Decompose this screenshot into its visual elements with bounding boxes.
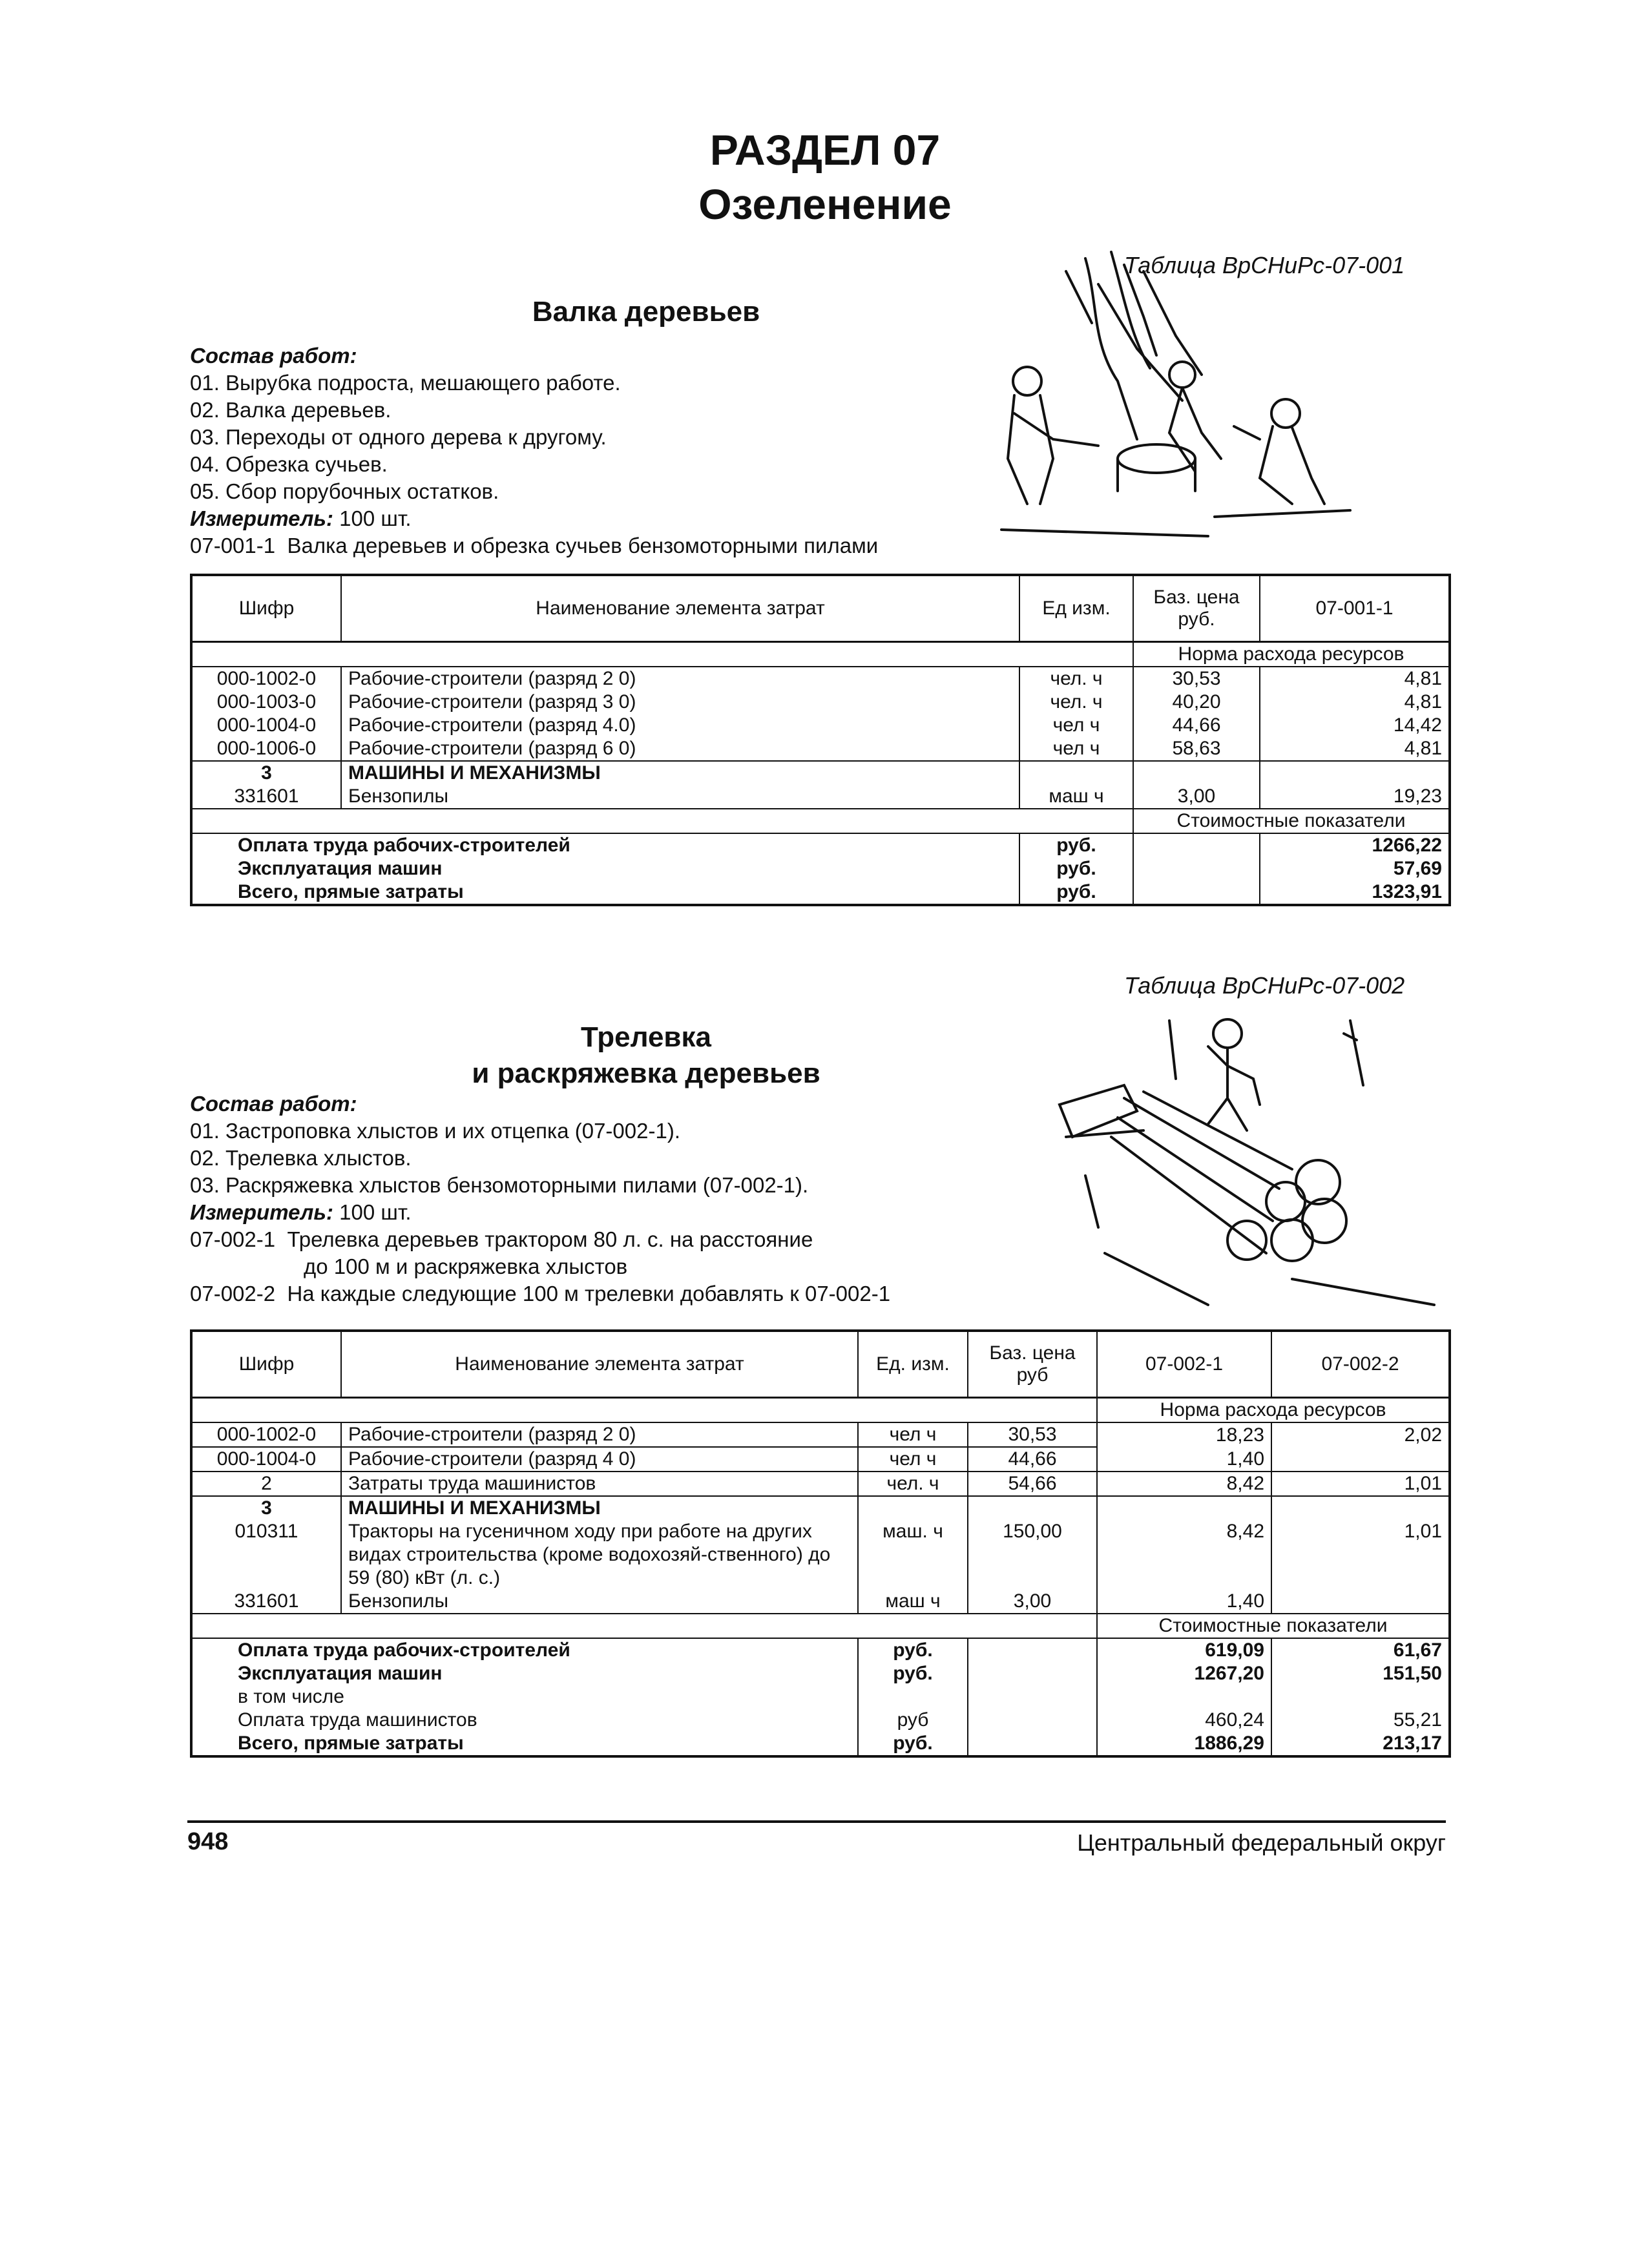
item-line-cont: до 100 м и раскряжевка хлыстов <box>304 1254 628 1278</box>
machines-group-label: МАШИНЫ И МЕХАНИЗМЫ <box>341 1496 858 1520</box>
table-row <box>191 1447 1450 1472</box>
col-unit: Ед. изм. <box>858 1331 968 1398</box>
cost-caption: Стоимостные показатели <box>1097 1614 1450 1638</box>
cost-value: 213,17 <box>1271 1732 1450 1756</box>
cell-price: 44,66 <box>1133 714 1260 737</box>
estimate-table-07-002 <box>190 1329 1451 1758</box>
cost-unit: руб. <box>858 1662 968 1685</box>
cell-name: Рабочие-строители (разряд 6 0) <box>341 737 1019 761</box>
table-row <box>191 691 1450 714</box>
composition-label: Состав работ: <box>190 1092 357 1116</box>
cost-name: Эксплуатация машин <box>191 1662 858 1685</box>
lumberjacks-illustration <box>988 245 1376 556</box>
item-code: 07-002-1 <box>190 1227 276 1251</box>
col-item-1: 07-002-1 <box>1097 1331 1271 1398</box>
cell-value: 1,01 <box>1271 1520 1450 1590</box>
item-line <box>190 532 878 559</box>
table-row <box>191 1472 1450 1496</box>
cost-value <box>1097 1685 1271 1709</box>
cost-name: в том числе <box>191 1685 858 1709</box>
cost-value: 1267,20 <box>1097 1662 1271 1685</box>
table-row <box>191 857 1450 880</box>
cell-value: 14,42 <box>1260 714 1450 737</box>
col-name: Наименование элемента затрат <box>341 1331 858 1398</box>
cost-name: Эксплуатация машин <box>191 857 1019 880</box>
table-row <box>191 1520 1450 1590</box>
col-name: Наименование элемента затрат <box>341 575 1019 642</box>
cell-name: Рабочие-строители (разряд 2 0) <box>341 667 1019 691</box>
table1-composition <box>190 342 878 559</box>
table-ref-1: Таблица ВрСНиРс-07-001 <box>1124 252 1405 278</box>
cell-unit: маш. ч <box>858 1520 968 1590</box>
cost-name: Всего, прямые затраты <box>191 1732 858 1756</box>
work-step: 01. Застроповка хлыстов и их отцепка (07-002-1). <box>190 1119 680 1143</box>
norm-spacer <box>191 1398 1097 1423</box>
cost-value: 619,09 <box>1097 1638 1271 1662</box>
cell-unit: чел. ч <box>1019 667 1133 691</box>
item-text: Трелевка деревьев трактором 80 л. с. на расстояние <box>287 1227 813 1251</box>
cost-caption: Стоимостные показатели <box>1133 809 1450 833</box>
cell-unit: чел ч <box>1019 714 1133 737</box>
cell-code: 000-1006-0 <box>191 737 341 761</box>
cell-code: 000-1002-0 <box>191 1422 341 1447</box>
composition-label: Состав работ: <box>190 344 357 368</box>
cell-unit: чел ч <box>858 1422 968 1447</box>
cell-value: 4,81 <box>1260 737 1450 761</box>
cell-name: Бензопилы <box>341 785 1019 809</box>
tractor-logs-illustration <box>1047 1008 1447 1318</box>
table-row <box>191 761 1450 785</box>
table-row <box>191 1662 1450 1685</box>
cell-code: 000-1002-0 <box>191 667 341 691</box>
cell-value: 8,42 <box>1097 1520 1271 1590</box>
heading-line: Трелевка <box>581 1021 711 1053</box>
item-code: 07-001-1 <box>190 534 276 557</box>
table2-heading <box>362 1019 930 1092</box>
cost-name: Оплата труда машинистов <box>191 1709 858 1732</box>
cost-value: 151,50 <box>1271 1662 1450 1685</box>
table-row <box>191 737 1450 761</box>
meter-value: 100 шт. <box>339 506 412 530</box>
cell-value: 19,23 <box>1260 785 1450 809</box>
table-row <box>191 1709 1450 1732</box>
table-row <box>191 1732 1450 1756</box>
table-row <box>191 785 1450 809</box>
work-step: 03. Раскряжевка хлыстов бензомоторными пилами (07-002-1). <box>190 1173 809 1197</box>
cost-unit: руб. <box>858 1638 968 1662</box>
table-row <box>191 880 1450 905</box>
table-row <box>191 833 1450 857</box>
cell-value: 4,81 <box>1260 691 1450 714</box>
cost-unit: руб. <box>1019 880 1133 905</box>
col-code: Шифр <box>191 1331 341 1398</box>
col-item-2: 07-002-2 <box>1271 1331 1450 1398</box>
item-line <box>190 1226 890 1253</box>
cell-price: 30,53 <box>968 1422 1097 1447</box>
work-step: 03. Переходы от одного дерева к другому. <box>190 425 607 449</box>
cell-code: 331601 <box>191 785 341 809</box>
cost-unit <box>858 1685 968 1709</box>
cell-price: 44,66 <box>968 1447 1097 1472</box>
work-step: 02. Валка деревьев. <box>190 398 392 422</box>
item-text: На каждые следующие 100 м трелевки добавлять к 07-002-1 <box>287 1282 891 1306</box>
cell-unit: маш ч <box>858 1590 968 1614</box>
table-row <box>191 667 1450 691</box>
footer-rule <box>187 1820 1446 1823</box>
cell-code: 3 <box>191 761 341 785</box>
footer-district: Центральный федеральный округ <box>1077 1829 1446 1856</box>
cell-name: Тракторы на гусеничном ходу при работе на других видах строительства (кроме водохозяй-ственного) до 59 (80) кВт (л. с.) <box>341 1520 858 1590</box>
cell-price: 3,00 <box>968 1590 1097 1614</box>
cell-value: 18,23 <box>1097 1422 1271 1447</box>
cell-name: Рабочие-строители (разряд 4.0) <box>341 714 1019 737</box>
section-title <box>0 123 1650 231</box>
cell-code: 000-1004-0 <box>191 714 341 737</box>
machines-group-label: МАШИНЫ И МЕХАНИЗМЫ <box>341 761 1019 785</box>
cell-unit: чел. ч <box>858 1472 968 1496</box>
norm-caption: Норма расхода ресурсов <box>1097 1398 1450 1423</box>
cell-unit: маш ч <box>1019 785 1133 809</box>
cell-unit: чел ч <box>858 1447 968 1472</box>
meter-line <box>190 505 878 532</box>
col-price: Баз. цена руб. <box>1133 575 1260 642</box>
cost-spacer <box>191 1614 1097 1638</box>
cell-code: 331601 <box>191 1590 341 1614</box>
cell-price: 54,66 <box>968 1472 1097 1496</box>
cell-value: 1,01 <box>1271 1472 1450 1496</box>
cost-value: 460,24 <box>1097 1709 1271 1732</box>
cost-value: 1266,22 <box>1260 833 1450 857</box>
cost-value <box>1271 1685 1450 1709</box>
meter-label: Измеритель: <box>190 506 333 530</box>
cell-value: 8,42 <box>1097 1472 1271 1496</box>
work-step: 02. Трелевка хлыстов. <box>190 1146 412 1170</box>
cost-value: 57,69 <box>1260 857 1450 880</box>
table-row <box>191 1422 1450 1447</box>
norm-spacer <box>191 642 1133 667</box>
cost-name: Всего, прямые затраты <box>191 880 1019 905</box>
cell-name: Рабочие-строители (разряд 4 0) <box>341 1447 858 1472</box>
cost-name: Оплата труда рабочих-строителей <box>191 1638 858 1662</box>
table-row <box>191 714 1450 737</box>
table-ref-2: Таблица ВрСНиРс-07-002 <box>1124 972 1405 999</box>
col-unit: Ед изм. <box>1019 575 1133 642</box>
meter-line <box>190 1199 890 1226</box>
item-line <box>190 1280 890 1307</box>
table1-heading: Валка деревьев <box>532 296 760 328</box>
page-number: 948 <box>187 1828 229 1855</box>
cell-value <box>1271 1590 1450 1614</box>
cell-price: 40,20 <box>1133 691 1260 714</box>
heading-line: и раскряжевка деревьев <box>472 1057 820 1089</box>
cell-code: 010311 <box>191 1520 341 1590</box>
meter-value: 100 шт. <box>339 1200 412 1224</box>
meter-label: Измеритель: <box>190 1200 333 1224</box>
cell-price: 58,63 <box>1133 737 1260 761</box>
cell-price: 30,53 <box>1133 667 1260 691</box>
table-row <box>191 1496 1450 1520</box>
item-code: 07-002-2 <box>190 1282 276 1306</box>
cell-value: 1,40 <box>1097 1447 1271 1472</box>
cost-spacer <box>191 809 1133 833</box>
cell-name: Затраты труда машинистов <box>341 1472 858 1496</box>
table-row <box>191 1638 1450 1662</box>
cell-name: Рабочие-строители (разряд 3 0) <box>341 691 1019 714</box>
cell-value <box>1271 1447 1450 1472</box>
cost-unit: руб. <box>1019 833 1133 857</box>
item-text: Валка деревьев и обрезка сучьев бензомоторными пилами <box>287 534 879 557</box>
cell-code: 000-1004-0 <box>191 1447 341 1472</box>
cost-value: 1323,91 <box>1260 880 1450 905</box>
work-step: 01. Вырубка подроста, мешающего работе. <box>190 371 621 395</box>
cell-name: Бензопилы <box>341 1590 858 1614</box>
section-number: РАЗДЕЛ 07 <box>709 126 941 174</box>
cost-unit: руб. <box>1019 857 1133 880</box>
cell-price: 150,00 <box>968 1520 1097 1590</box>
table-row <box>191 1590 1450 1614</box>
col-price: Баз. цена руб <box>968 1331 1097 1398</box>
cell-code: 000-1003-0 <box>191 691 341 714</box>
cell-unit: чел ч <box>1019 737 1133 761</box>
table2-composition <box>190 1090 890 1307</box>
table-row <box>191 1685 1450 1709</box>
section-name: Озеленение <box>698 180 952 228</box>
work-step: 05. Сбор порубочных остатков. <box>190 479 499 503</box>
cell-value: 2,02 <box>1271 1422 1450 1447</box>
cost-unit: руб <box>858 1709 968 1732</box>
cost-value: 1886,29 <box>1097 1732 1271 1756</box>
cell-code: 2 <box>191 1472 341 1496</box>
cell-unit: чел. ч <box>1019 691 1133 714</box>
col-item: 07-001-1 <box>1260 575 1450 642</box>
estimate-table-07-001 <box>190 574 1451 906</box>
cell-value: 1,40 <box>1097 1590 1271 1614</box>
cell-value: 4,81 <box>1260 667 1450 691</box>
cell-name: Рабочие-строители (разряд 2 0) <box>341 1422 858 1447</box>
work-step: 04. Обрезка сучьев. <box>190 452 388 476</box>
cost-unit: руб. <box>858 1732 968 1756</box>
cell-code: 3 <box>191 1496 341 1520</box>
cell-price: 3,00 <box>1133 785 1260 809</box>
cost-value: 55,21 <box>1271 1709 1450 1732</box>
cost-name: Оплата труда рабочих-строителей <box>191 833 1019 857</box>
cost-value: 61,67 <box>1271 1638 1450 1662</box>
col-code: Шифр <box>191 575 341 642</box>
norm-caption: Норма расхода ресурсов <box>1133 642 1450 667</box>
